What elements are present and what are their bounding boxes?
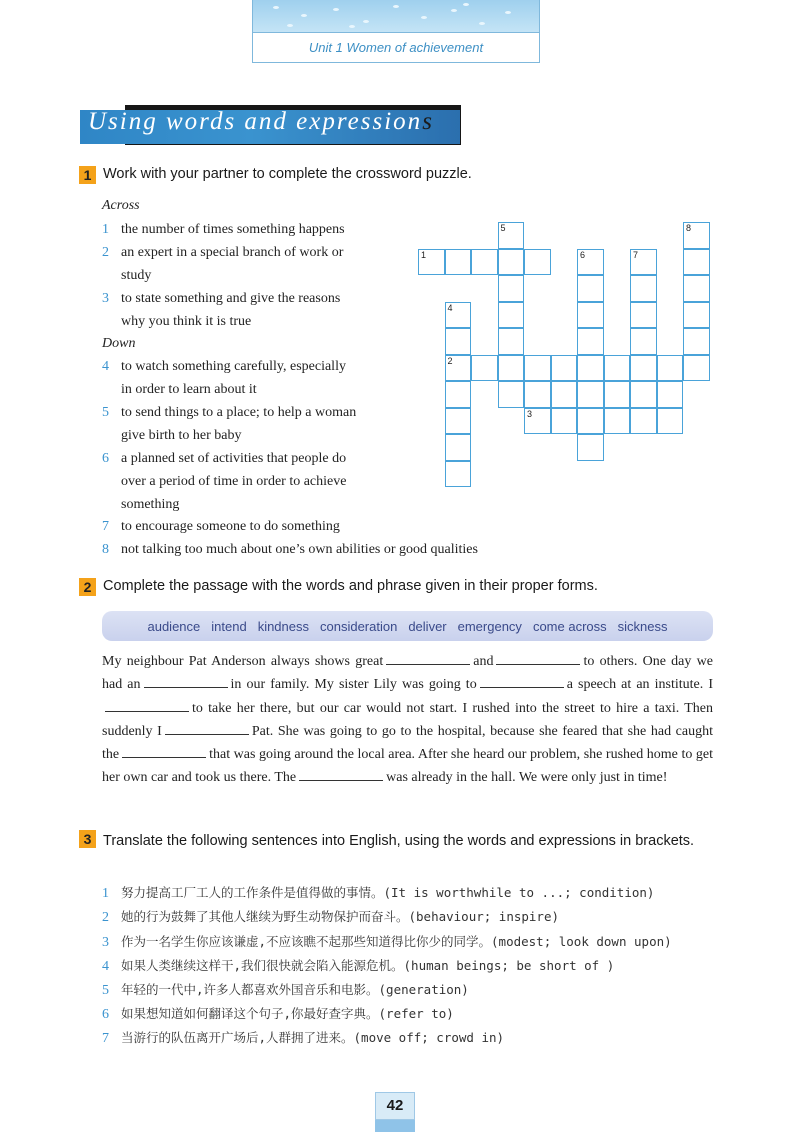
crossword-cell[interactable]: [630, 408, 657, 435]
crossword-cell[interactable]: [498, 328, 525, 355]
clue-number: 5: [102, 405, 109, 420]
clue-text: study: [121, 268, 152, 283]
item-text: 年轻的一代中,许多人都喜欢外国音乐和电影。(generation): [121, 982, 469, 997]
word-bank-item: come across: [532, 618, 607, 634]
clue-across-3: [102, 287, 392, 333]
clue-text: not talking too much about one’s own abilities or good qualities: [121, 542, 478, 557]
section-title: [88, 108, 434, 136]
crossword-cell[interactable]: [498, 249, 525, 276]
clue-down-7: [102, 515, 402, 538]
crossword-cell[interactable]: [577, 275, 604, 302]
answer-blank[interactable]: [496, 652, 580, 665]
clue-text: something: [121, 497, 180, 512]
translation-item: [102, 883, 654, 902]
crossword-cell[interactable]: [657, 381, 684, 408]
passage-text: to take her there, but our car would not start. I rushed into the street to hire a taxi. Then suddenly I: [102, 700, 713, 739]
clue-text: to encourage someone to do something: [121, 519, 340, 534]
answer-blank[interactable]: [105, 699, 189, 712]
clue-down-5: [102, 401, 392, 447]
crossword-cell[interactable]: [471, 249, 498, 276]
answer-blank[interactable]: [122, 745, 206, 758]
crossword-cell[interactable]: [445, 249, 472, 276]
crossword-cell[interactable]: [577, 434, 604, 461]
crossword-cell[interactable]: [604, 408, 631, 435]
answer-blank[interactable]: [299, 768, 383, 781]
word-bank-item: intend: [211, 618, 247, 634]
clue-text: a planned set of activities that people do: [121, 451, 347, 466]
answer-blank[interactable]: [144, 675, 228, 688]
item-number: 6: [102, 1007, 109, 1022]
clue-number: 3: [102, 291, 109, 306]
item-number: 7: [102, 1031, 109, 1046]
crossword-cell[interactable]: [657, 408, 684, 435]
crossword-cell[interactable]: [498, 355, 525, 382]
answer-blank[interactable]: [165, 722, 249, 735]
item-text: 作为一名学生你应该谦虚,不应该瞧不起那些知道得比你少的同学。(modest; look down upon): [121, 934, 672, 949]
exercise-2-number: 2: [79, 578, 96, 596]
crossword-grid: [418, 222, 712, 486]
item-text: 如果想知道如何翻译这个句子,你最好查字典。(refer to): [121, 1006, 454, 1021]
crossword-clue-number: 1: [421, 249, 427, 260]
word-bank-item: audience: [147, 618, 201, 634]
exercise-2-instruction: Complete the passage with the words and phrase given in their proper forms.: [103, 578, 598, 594]
unit-banner: [252, 0, 540, 63]
clue-number: 8: [102, 542, 109, 557]
crossword-cell[interactable]: [551, 381, 578, 408]
crossword-cell[interactable]: [498, 275, 525, 302]
word-bank-item: kindness: [257, 618, 309, 634]
clue-text: why you think it is true: [121, 314, 252, 329]
page-footer-bar: [375, 1120, 415, 1132]
crossword-cell[interactable]: [498, 381, 525, 408]
unit-label: Unit 1 Women of achievement: [253, 32, 539, 62]
crossword-cell[interactable]: [445, 408, 472, 435]
crossword-cell[interactable]: [524, 381, 551, 408]
item-text: 当游行的队伍离开广场后,人群拥了进来。(move off; crowd in): [121, 1030, 505, 1045]
crossword-cell[interactable]: [683, 328, 710, 355]
exercise-1-number: 1: [79, 166, 96, 184]
crossword-clue-number: 4: [447, 302, 453, 313]
crossword-clue-number: 7: [633, 249, 639, 260]
clue-across-2: [102, 241, 392, 287]
passage-text: a speech at an institute. I: [566, 677, 713, 693]
passage-text: My neighbour Pat Anderson always shows great: [102, 654, 384, 669]
answer-blank[interactable]: [386, 652, 470, 665]
item-number: 4: [102, 959, 109, 974]
clue-text: give birth to her baby: [121, 428, 242, 443]
exercise-1-instruction: Work with your partner to complete the crossword puzzle.: [103, 166, 472, 182]
crossword-cell[interactable]: [577, 408, 604, 435]
word-bank: [102, 611, 713, 641]
translation-item: [102, 932, 672, 951]
crossword-cell[interactable]: [630, 381, 657, 408]
crossword-cell[interactable]: [524, 355, 551, 382]
crossword-cell[interactable]: [471, 355, 498, 382]
crossword-cell[interactable]: [657, 355, 684, 382]
crossword-cell[interactable]: [551, 408, 578, 435]
crossword-cell[interactable]: [630, 275, 657, 302]
item-number: 1: [102, 886, 109, 901]
clue-number: 1: [102, 222, 109, 237]
translation-item: [102, 1028, 504, 1047]
passage-text: was already in the hall. We were only just in time!: [386, 770, 668, 786]
word-bank-item: consideration: [320, 618, 398, 634]
passage-text: that was going around the local area. After she heard our problem, she rushed home to get her own car and took us there. The: [102, 747, 713, 786]
passage-text: Pat. She was going to go to the hospital, because she feared that she had caught the: [102, 723, 713, 763]
clue-text: the number of times something happens: [121, 222, 345, 237]
clue-text: over a period of time in order to achieve: [121, 474, 347, 489]
crossword-cell[interactable]: [577, 381, 604, 408]
item-number: 2: [102, 910, 109, 925]
passage-text: to others. One day we had an: [102, 654, 713, 693]
clue-down-8: [102, 538, 562, 561]
crossword-cell[interactable]: [604, 381, 631, 408]
clue-across-1: [102, 218, 392, 241]
word-bank-item: sickness: [617, 618, 668, 634]
crossword-cell[interactable]: [683, 275, 710, 302]
crossword-cell[interactable]: [445, 434, 472, 461]
crossword-cell[interactable]: [683, 355, 710, 382]
answer-blank[interactable]: [480, 675, 564, 688]
crossword-cell[interactable]: [630, 328, 657, 355]
crossword-cell[interactable]: [498, 302, 525, 329]
exercise-3-number: 3: [79, 830, 96, 848]
passage-text: in our family. My sister Lily was going to: [230, 677, 477, 693]
crossword-cell[interactable]: [577, 355, 604, 382]
item-number: 5: [102, 983, 109, 998]
item-text: 她的行为鼓舞了其他人继续为野生动物保护而奋斗。(behaviour; inspire): [121, 909, 560, 924]
clue-text: to watch something carefully, especially: [121, 359, 346, 374]
translation-item: [102, 907, 559, 926]
item-number: 3: [102, 935, 109, 950]
crossword-cell[interactable]: [683, 249, 710, 276]
crossword-cell[interactable]: [524, 249, 551, 276]
crossword-clue-number: 2: [447, 355, 453, 366]
across-label: Across: [102, 198, 140, 213]
crossword-cell[interactable]: [577, 328, 604, 355]
clue-text: to state something and give the reasons: [121, 291, 341, 306]
exercise-3-instruction: Translate the following sentences into English, using the words and expressions in brackets.: [103, 833, 695, 849]
banner-water-graphic: [253, 0, 539, 32]
item-text: 如果人类继续这样干,我们很快就会陷入能源危机。(human beings; be short of ): [121, 958, 615, 973]
section-title-main: Using words and expression: [88, 108, 423, 135]
crossword-cell[interactable]: [445, 461, 472, 488]
clue-text: to send things to a place; to help a woman: [121, 405, 357, 420]
clue-down-6: [102, 447, 392, 516]
word-bank-item: deliver: [408, 618, 447, 634]
crossword-cell[interactable]: [445, 328, 472, 355]
clue-number: 6: [102, 451, 109, 466]
passage: [102, 650, 713, 790]
clue-down-4: [102, 355, 392, 401]
translation-item: [102, 956, 614, 975]
crossword-clue-number: 5: [500, 223, 506, 233]
translation-item: [102, 980, 469, 999]
crossword-cell[interactable]: [551, 355, 578, 382]
crossword-cell[interactable]: [630, 355, 657, 382]
crossword-clue-number: 6: [580, 249, 586, 260]
word-bank-item: emergency: [457, 618, 522, 634]
crossword-cell[interactable]: [683, 302, 710, 329]
section-title-tail: s: [422, 108, 434, 135]
clue-number: 2: [102, 245, 109, 260]
clue-text: in order to learn about it: [121, 382, 257, 397]
crossword-cell[interactable]: [630, 302, 657, 329]
crossword-cell[interactable]: [577, 302, 604, 329]
crossword-cell[interactable]: [445, 381, 472, 408]
item-text: 努力提高工厂工人的工作条件是值得做的事情。(It is worthwhile to ...; condition): [121, 885, 655, 900]
crossword-clue-number: 8: [686, 223, 692, 233]
clue-number: 4: [102, 359, 109, 374]
crossword-cell[interactable]: [604, 355, 631, 382]
clue-number: 7: [102, 519, 109, 534]
passage-text: and: [473, 654, 494, 669]
translation-item: [102, 1004, 454, 1023]
clue-text: an expert in a special branch of work or: [121, 245, 344, 260]
down-label: Down: [102, 336, 136, 351]
page-number: 42: [375, 1092, 415, 1120]
crossword-clue-number: 3: [527, 408, 533, 419]
